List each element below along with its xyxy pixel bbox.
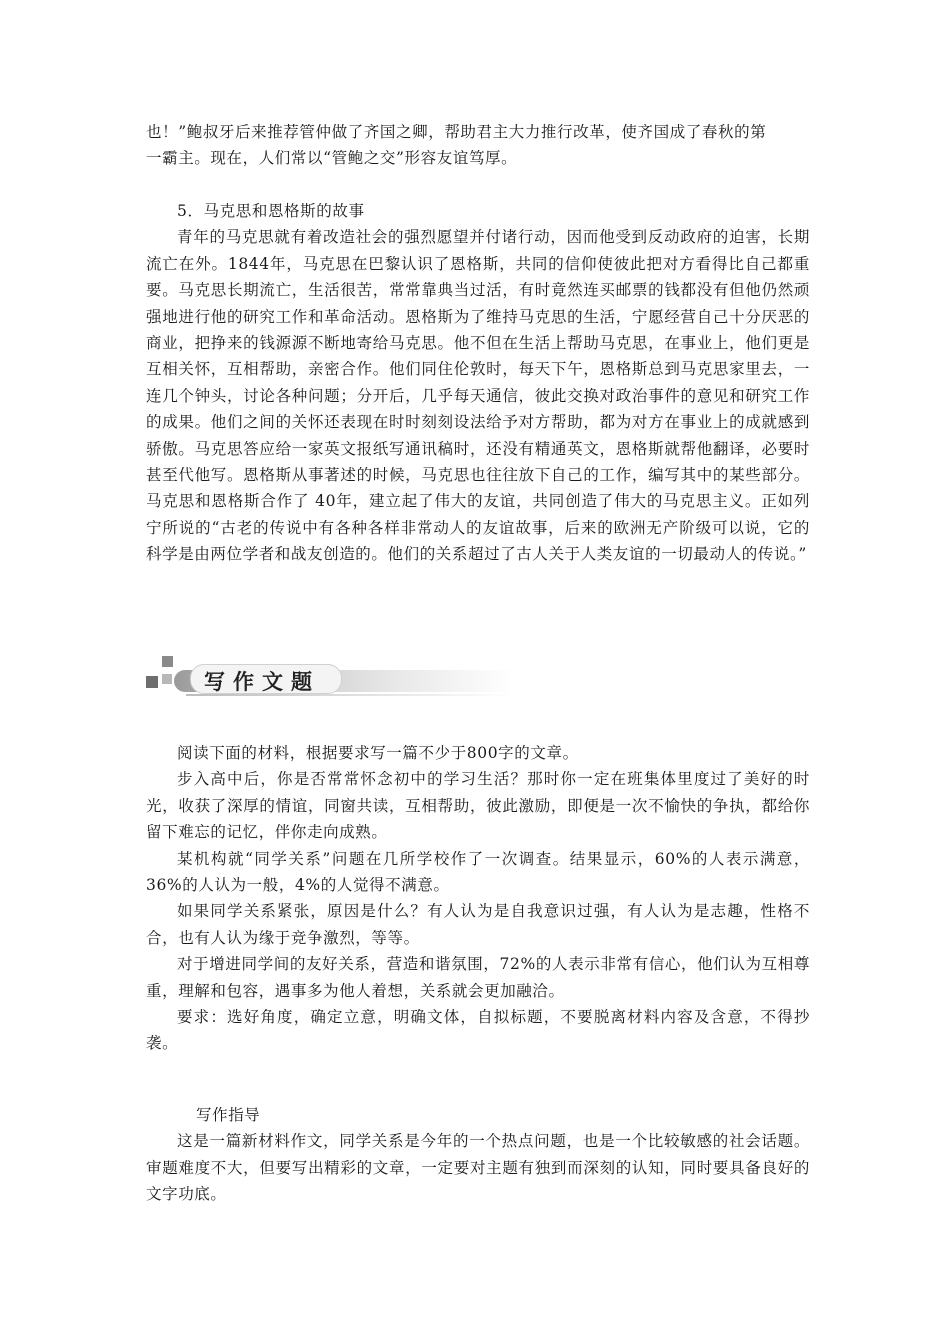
story-section	[146, 198, 810, 568]
prompt-paragraph: 阅读下面的材料，根据要求写一篇不少于800字的文章。	[177, 744, 579, 762]
section-title: 写作文题	[204, 669, 320, 694]
continuation-line: 一霸主。现在，人们常以“管鲍之交”形容友谊笃厚。	[146, 149, 518, 168]
section-banner	[146, 654, 526, 704]
story-body: 青年的马克思就有着改造社会的强烈愿望并付诸行动，因而他受到反动政府的迫害，长期流亡在外。1844年，马克思在巴黎认识了恩格斯，共同的信仰使彼此把对方看得比自己都重要。马克思长期流亡，生活很苦，常常靠典当过活，有时竟然连买邮票的钱都没有但他仍然顽强地进行他的研究工作和革命活动。恩格斯为了维持马克思的生活，宁愿经营自己十分厌恶的商业，把挣来的钱源源不断地寄给马克思。他不但在生活上帮助马克思，在事业上，他们更是互相关怀，互相帮助，亲密合作。他们同住伦敦时，每天下午，恩格斯总到马克思家里去，一连几个钟头，讨论各种问题；分开后，几乎每天通信，彼此交换对政治事件的意见和研究工作的成果。他们之间的关怀还表现在时时刻刻设法给予对方帮助，都为对方在事业上的成就感到骄傲。马克思答应给一家英文报纸写通讯稿时，还没有精通英文，恩格斯就帮他翻译，必要时甚至代他写。恩格斯从事著述的时候，马克思也往往放下自己的工作，编写其中的某些部分。马克思和恩格斯合作了 40年，建立起了伟大的友谊，共同创造了伟大的马克思主义。正如列宁所说的“古老的传说中有各种各样非常动人的友谊故事，后来的欧洲无产阶级可以说，它的科学是由两位学者和战友创造的。他们的关系超过了古人关于人类友谊的一切最动人的传说。”	[146, 228, 810, 564]
prompt-paragraph: 对于增进同学间的友好关系，营造和谐氛围，72%的人表示非常有信心，他们认为互相尊重，理解和包容，遇事多为他人着想，关系就会更加融洽。	[146, 955, 810, 1000]
banner-square-decoration	[162, 674, 172, 684]
writing-guide	[146, 1102, 810, 1208]
prompt-paragraph: 步入高中后，你是否常常怀念初中的学习生活？那时你一定在班集体里度过了美好的时光，收获了深厚的情谊，同窗共读，互相帮助，彼此激励，即便是一次不愉快的争执，都给你留下难忘的记忆，伴你走向成熟。	[146, 770, 810, 842]
continuation-line: 也！”鲍叔牙后来推荐管仲做了齐国之卿，帮助君主大力推行改革，使齐国成了春秋的第	[146, 123, 767, 141]
prompt-paragraph: 要求：选好角度，确定立意，明确文体，自拟标题，不要脱离材料内容及含意，不得抄袭。	[146, 1008, 810, 1053]
prompt-paragraph: 如果同学关系紧张，原因是什么？有人认为是自我意识过强，有人认为是志趣，性格不合，也有人认为缘于竞争激烈，等等。	[146, 902, 810, 947]
guide-heading: 写作指导	[196, 1106, 261, 1124]
story-heading: 5．马克思和恩格斯的故事	[177, 202, 365, 220]
prompt-paragraph: 某机构就“同学关系”问题在几所学校作了一次调查。结果显示，60%的人表示满意，36%的人认为一般，4%的人觉得不满意。	[146, 849, 810, 895]
guide-body: 这是一篇新材料作文，同学关系是今年的一个热点问题，也是一个比较敏感的社会话题。审题难度不大，但要写出精彩的文章，一定要对主题有独到而深刻的认知，同时要具备良好的文字功底。	[146, 1132, 810, 1204]
banner-square-decoration	[146, 676, 158, 688]
continuation-paragraph	[146, 119, 810, 172]
banner-square-decoration	[162, 656, 173, 667]
banner-underline	[186, 694, 516, 696]
writing-prompt	[146, 740, 810, 1057]
